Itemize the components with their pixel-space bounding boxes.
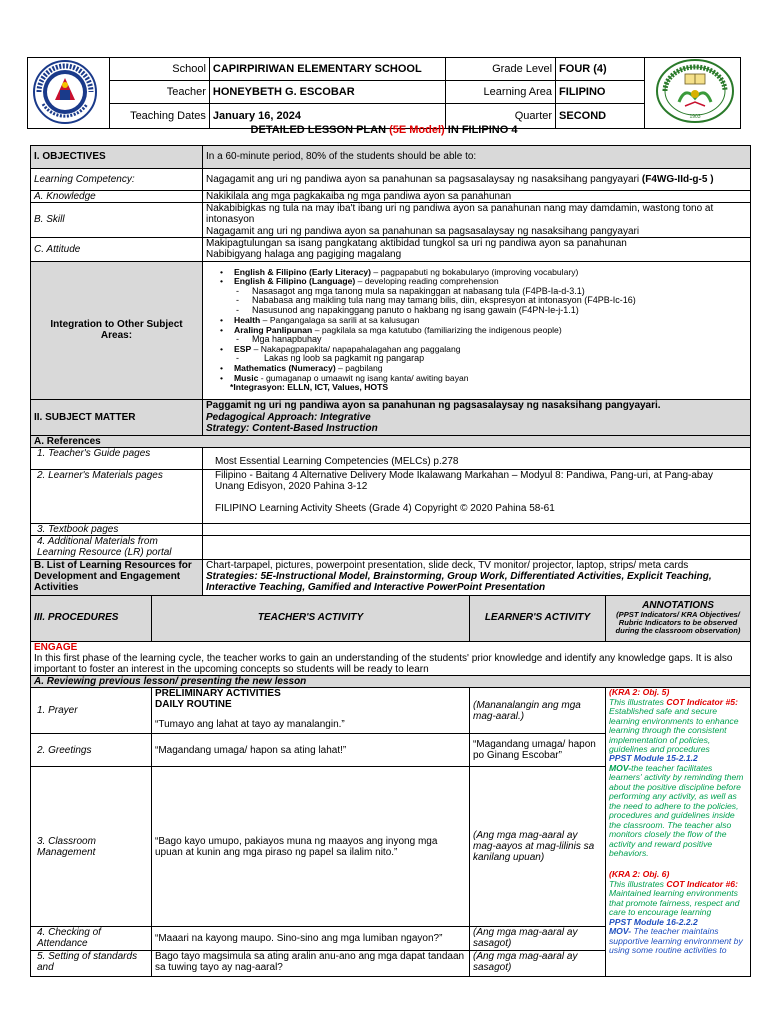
competency-row <box>31 169 751 191</box>
tg-row <box>31 447 751 469</box>
subject-line-2: Pedagogical Approach: Integrative <box>206 411 371 423</box>
engage-row <box>31 641 751 676</box>
grade-label: Grade Level <box>445 58 555 81</box>
competency-label: Learning Competency: <box>31 169 203 191</box>
greetings-teacher: “Magandang umaga/ hapon sa ating lahat!” <box>152 734 470 767</box>
deped-seal-logo <box>33 60 97 124</box>
ppst-module-15: PPST Module 15-2.1.2 <box>609 753 698 764</box>
lesson-plan-title: DETAILED LESSON PLAN (5E Model) IN FILIPINO 4 <box>250 124 518 136</box>
integration-subitem: - Nasusunod ang napakinggang panuto o hakbang ng isang gawain (F4PN-Ie-j-1.1) <box>206 306 747 316</box>
skill-label: B. Skill <box>31 203 203 238</box>
tg-label: 1. Teacher's Guide pages <box>31 447 203 469</box>
additional-materials-row <box>31 536 751 559</box>
ppst-module-16: PPST Module 16-2.2.2 <box>609 916 698 927</box>
integration-item: • Mathematics (Numeracy) – pagbilang <box>234 364 747 373</box>
classroom-management-learner: (Ang mga mag-aaral ay mag-aayos at mag-lilinis sa kanilang upuan) <box>470 767 606 927</box>
resources-list: Chart-tarpapel, pictures, powerpoint presentation, slide deck, TV monitor/ projector, laptop, strips/ meta cards <box>206 559 689 571</box>
teacher-value: HONEYBETH G. ESCOBAR <box>209 81 445 104</box>
review-heading: A. Reviewing previous lesson/ presenting the new lesson <box>31 676 751 688</box>
greetings-learner: “Magandang umaga/ hapon po Ginang Escobar” <box>470 734 606 767</box>
integration-item: • English & Filipino (Language) – developing reading comprehension <box>234 277 747 286</box>
attitude-text-1: Makipagtulungan sa isang pangkatang aktibidad tungkol sa uri ng pandiwa ayon sa panahunan <box>206 238 627 250</box>
standards-teacher: Bago tayo magsimula sa ating aralin anu-ano ang mga dapat tandaan sa tuwing tayo ay nag-aaral? <box>152 950 470 976</box>
lm-text-2: Unang Edisyon, 2020 Pahina 3-12 <box>215 481 368 493</box>
greetings-label: 2. Greetings <box>31 734 152 767</box>
annotations-cell: (KRA 2: Obj. 5) This illustrates COT Indicator #5: Established safe and secure learning environments to enhance learning through the consistent implementation of policies, guidelines and procedures PPST Module 15-2.1.2 MOV-the teacher facilitates learners' activity by reminding them about the positive discipline before performing any activity, as well as the need to adhere to the policies, procedures and guidelines inside the classroom. The teacher also monitors closely the flow of the activity and reward positive behaviors. (KRA 2: Obj. 6) This illustrates COT Indicator #6: Maintained learning environments that promote fairness, respect and care to encourage learning PPST Module 16-2.2.2 MOV- The teacher maintains supportive learning environment by using some routine activities to <box>606 688 751 976</box>
skill-text-2: Nagagamit ang uri ng pandiwa ayon sa panahunan sa pagsasalaysay ng nasaksihang pangyayari <box>206 225 640 237</box>
annotations-subheading: (PPST Indicators/ KRA Objectives/ Rubric Indicators to be observed during the classroom observation) <box>615 610 741 636</box>
review-row <box>31 676 751 688</box>
procedures-header-row <box>31 595 751 641</box>
teacher-label: Teacher <box>110 81 210 104</box>
quarter-label: Quarter <box>445 104 555 129</box>
integration-subitem: - Lakas ng loob sa pagkamit ng pangarap <box>206 354 747 364</box>
teacher-activity-heading: TEACHER'S ACTIVITY <box>152 595 470 641</box>
integration-item: • Araling Panlipunan – pagkilala sa mga katutubo (familiarizing the indigenous people) <box>234 326 747 335</box>
objectives-row <box>31 146 751 169</box>
skill-text-1: Nakabibigkas ng tula na may iba't ibang uri ng pandiwa ayon sa panahunan nang may damdamin, wastong tono at intonasyon <box>206 203 714 226</box>
annotations-heading: ANNOTATIONS <box>642 599 714 611</box>
attendance-learner: (Ang mga mag-aaral ay sasagot) <box>470 927 606 950</box>
integration-item: • Health – Pangangalaga sa sarili at sa kalusugan <box>234 316 747 325</box>
grade-value: FOUR (4) <box>556 58 645 81</box>
header-table <box>27 57 741 129</box>
objectives-heading: I. OBJECTIVES <box>31 146 203 169</box>
resources-row <box>31 559 751 595</box>
classroom-management-teacher: “Bago kayo umupo, pakiayos muna ng maayos ang inyong mga upuan at kunin ang mga piraso ng papel sa ilalim nito.” <box>152 767 470 927</box>
resources-label: B. List of Learning Resources for Development and Engagement Activities <box>31 559 203 595</box>
objectives-intro: In a 60-minute period, 80% of the students should be able to: <box>203 146 751 169</box>
dates-label: Teaching Dates <box>110 104 210 129</box>
subject-matter-row <box>31 399 751 435</box>
integration-subitem: - Mga hanapbuhay <box>206 335 747 345</box>
area-value: FILIPINO <box>556 81 645 104</box>
attendance-teacher: “Maaari na kayong maupo. Sino-sino ang mga lumiban ngayon?” <box>152 927 470 950</box>
lm-label: 2. Learner's Materials pages <box>31 469 203 523</box>
subject-line-3: Strategy: Content-Based Instruction <box>206 423 378 434</box>
prayer-label: 1. Prayer <box>31 688 152 734</box>
preliminary-label: PRELIMINARY ACTIVITIES <box>155 688 281 700</box>
engage-label: ENGAGE <box>34 641 78 653</box>
standards-label: 5. Setting of standards and <box>31 950 152 976</box>
lesson-plan-table <box>30 145 751 977</box>
integration-subitem: - Nasasagot ang mga tanong mula sa napakinggan at nabasang tula (F4PB-Ia-d-3.1) <box>206 287 747 297</box>
integration-list <box>206 268 747 287</box>
classroom-management-label: 3. Classroom Management <box>31 767 152 927</box>
attitude-row <box>31 237 751 261</box>
textbook-row <box>31 523 751 535</box>
daily-routine-label: DAILY ROUTINE <box>155 699 232 711</box>
cot-indicator-6: COT Indicator #6: <box>666 878 738 889</box>
integration-item: • ESP – Nakapagpapakita/ napapahalagahan ang paggalang <box>234 345 747 354</box>
prayer-teacher: “Tumayo ang lahat at tayo ay manalangin.” <box>155 718 345 730</box>
tg-text: Most Essential Learning Competencies (MELCs) p.278 <box>203 447 751 469</box>
lm-text-3: FILIPINO Learning Activity Sheets (Grade 4) Copyright © 2020 Pahina 58-61 <box>215 503 555 515</box>
textbook-label: 3. Textbook pages <box>31 523 203 535</box>
learner-activity-heading: LEARNER'S ACTIVITY <box>470 595 606 641</box>
knowledge-label: A. Knowledge <box>31 191 203 203</box>
resources-strategies: Strategies: 5E-Instructional Model, Brainstorming, Group Work, Differentiated Activities, Explicit Teaching, Interactive Teaching, Gamified and Interactive PowerPoint Presentation <box>206 570 712 593</box>
cot-indicator-5: COT Indicator #5: <box>666 696 738 707</box>
school-seal-logo <box>655 58 735 124</box>
integration-note: *Integrasyon: ELLN, ICT, Values, HOTS <box>230 382 389 393</box>
integration-item: • English & Filipino (Early Literacy) – pagpapabuti ng bokabularyo (improving vocabulary) <box>234 268 747 277</box>
references-row <box>31 435 751 447</box>
lm-text-1: Filipino - Baitang 4 Alternative Delivery Mode Ikalawang Markahan – Modyul 8: Pandiwa, Pang-uri, at Pang-abay <box>215 469 714 481</box>
svg-text:1903: 1903 <box>689 114 701 120</box>
lm-row <box>31 469 751 523</box>
attitude-label: C. Attitude <box>31 237 203 261</box>
model-label: (5E Model) <box>389 124 445 136</box>
school-label: School <box>110 58 210 81</box>
engage-text: In this first phase of the learning cycle, the teacher works to gain an understanding of the students' prior knowledge and identify any knowledge gaps. It is also important to foster an interest in the upcoming concepts so students will be ready to learn <box>34 652 733 675</box>
subject-line-1: Paggamit ng uri ng pandiwa ayon sa panahunan ng pagsasalaysay ng nasaksihang pangyayari. <box>206 400 661 411</box>
integration-item: • Music - gumaganap o umaawit ng isang kanta/ awiting bayan <box>234 374 747 383</box>
kra-obj-5: (KRA 2: Obj. 5) <box>609 687 670 698</box>
references-heading: A. References <box>31 435 751 447</box>
area-label: Learning Area <box>445 81 555 104</box>
prayer-row <box>31 688 751 734</box>
dates-value: January 16, 2024 <box>209 104 445 129</box>
integration-subitem: - Nababasa ang maikling tula nang may tamang bilis, diin, ekspresyon at intonasyon (F4PB-Ic-16) <box>206 296 747 306</box>
competency-code: (F4WG-IId-g-5 ) <box>641 173 714 185</box>
integration-label: Integration to Other Subject Areas: <box>31 261 203 399</box>
standards-learner: (Ang mga mag-aaral ay sasagot) <box>470 950 606 976</box>
knowledge-row <box>31 191 751 203</box>
skill-row <box>31 203 751 238</box>
prayer-learner: (Mananalangin ang mga mag-aaral.) <box>470 688 606 734</box>
quarter-value: SECOND <box>556 104 645 129</box>
integration-row <box>31 261 751 399</box>
procedures-heading: III. PROCEDURES <box>31 595 152 641</box>
attendance-label: 4. Checking of Attendance <box>31 927 152 950</box>
competency-text: Nagagamit ang uri ng pandiwa ayon sa panahunan sa pagsasalaysay ng nasaksihang pangyayari <box>206 173 640 185</box>
additional-materials-label: 4. Additional Materials from Learning Resource (LR) portal <box>31 536 203 559</box>
school-value: CAPIRPIRIWAN ELEMENTARY SCHOOL <box>209 58 445 81</box>
knowledge-text: Nakikilala ang mga pagkakaiba ng mga pandiwa ayon sa panahunan <box>203 191 751 203</box>
subject-heading: II. SUBJECT MATTER <box>31 399 203 435</box>
kra-obj-6: (KRA 2: Obj. 6) <box>609 869 670 880</box>
attitude-text-2: Nabibigyang halaga ang pagiging magalang <box>206 249 402 261</box>
